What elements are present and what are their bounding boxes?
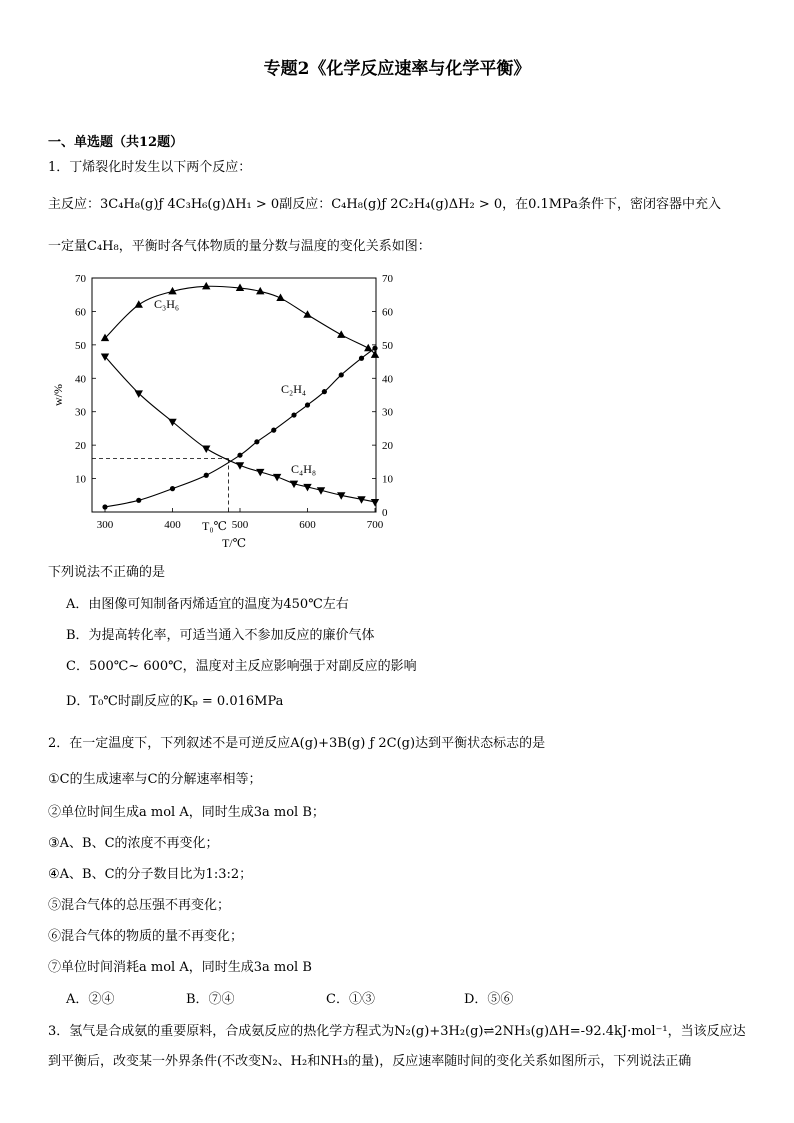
q2-option-c: C．①③ [326, 992, 375, 1007]
x-tick-label: 600 [299, 519, 316, 531]
section-heading: 一、单选题（共12题） [48, 135, 184, 150]
q3-line-1: 3．氢气是合成氨的重要原料，合成氨反应的热化学方程式为N₂(g)+3H₂(g)⇌2NH₃(g)ΔH=-92.4kJ·mol⁻¹，当该反应达 [48, 1024, 746, 1039]
point-0 [202, 282, 210, 290]
page-title: 专题2《化学反应速率与化学平衡》 [263, 59, 531, 79]
q1-option-c: C．500℃~ 600℃，温度对主反应影响强于对副反应的影响 [66, 659, 417, 674]
point-1 [291, 412, 296, 417]
x-axis-label: T/℃ [221, 536, 247, 550]
q3-line-2: 到平衡后，改变某一外界条件(不改变N₂、H₂和NH₃的量)，反应速率随时间的变化关系如图所示，下列说法正确 [48, 1054, 692, 1069]
plot-frame [92, 278, 376, 512]
q2-item-4: ④A、B、C的分子数目比为1:3:2； [48, 867, 253, 882]
q2-item-2: ②单位时间生成a mol A，同时生成3a mol B； [48, 805, 325, 820]
point-1 [372, 346, 377, 351]
y-tick-label-right: 40 [382, 373, 393, 386]
label-c2h4: C₂H₄ [281, 382, 307, 396]
y-tick-label-right: 70 [382, 273, 393, 285]
point-1 [170, 486, 175, 491]
q2-option-a: A．②④ [66, 992, 115, 1007]
label-c3h6: C₃H₆ [154, 297, 180, 311]
series-layer [101, 282, 379, 510]
y-tick-label-right: 30 [382, 406, 393, 419]
y-tick-label-right: 60 [382, 306, 393, 319]
point-1 [237, 453, 242, 458]
y-axis-label: w/% [51, 384, 65, 406]
equilibrium-chart [48, 264, 418, 554]
q2-item-1: ①C的生成速率与C的分解速率相等； [48, 772, 262, 787]
point-1 [322, 389, 327, 394]
q1-stem: 1．丁烯裂化时发生以下两个反应： [48, 160, 252, 175]
point-1 [359, 356, 364, 361]
series-line-1 [105, 348, 375, 507]
y-tick-label-right: 20 [382, 440, 393, 453]
series-line-2 [105, 357, 375, 502]
point-2 [371, 499, 379, 507]
q2-stem: 2．在一定温度下，下列叙述不是可逆反应A(g)+3B(g) ƒ 2C(g)达到平衡状态标志的是 [48, 736, 546, 751]
point-1 [305, 402, 310, 407]
x-marker-label: T₀℃ [202, 519, 227, 533]
y-tick-label-right: 50 [382, 339, 393, 352]
y-tick-label-right: 0 [382, 507, 388, 519]
point-1 [254, 439, 259, 444]
point-1 [102, 504, 107, 509]
q2-item-6: ⑥混合气体的物质的量不再变化； [48, 929, 244, 944]
y-tick-label-left: 50 [75, 339, 86, 352]
y-tick-label-left: 10 [75, 473, 86, 486]
axis-ticks [75, 273, 394, 531]
series-line-0 [105, 286, 375, 355]
q2-item-5: ⑤混合气体的总压强不再变化； [48, 898, 231, 913]
point-1 [271, 428, 276, 433]
x-tick-label: 500 [231, 519, 249, 531]
q1-prompt: 下列说法不正确的是 [48, 565, 166, 580]
point-0 [337, 330, 345, 338]
x-tick-label: 300 [96, 519, 114, 531]
q1-option-d: D．T₀℃时副反应的Kₚ = 0.016MPa [66, 694, 284, 709]
q2-option-d: D．⑤⑥ [464, 992, 514, 1007]
q1-reactions: 主反应：3C₄H₈(g)ƒ 4C₃H₆(g)ΔH₁ > 0副反应：C₄H₈(g)ƒ 2C₂H₄(g)ΔH₂ > 0，在0.1MPa条件下，密闭容器中充入 [48, 197, 722, 212]
point-2 [168, 419, 176, 427]
point-0 [303, 310, 311, 318]
q1-option-b: B．为提高转化率，可适当通入不参加反应的廉价气体 [66, 628, 375, 643]
q2-item-3: ③A、B、C的浓度不再变化； [48, 836, 219, 851]
label-c4h8: C₄H₈ [291, 462, 317, 476]
x-tick-label: 400 [164, 519, 181, 531]
point-2 [202, 445, 210, 453]
point-0 [364, 344, 372, 352]
y-tick-label-left: 20 [75, 440, 86, 453]
q1-reactions-cont: 一定量C₄H₈，平衡时各气体物质的量分数与温度的变化关系如图： [48, 239, 431, 254]
q2-option-b: B．⑦④ [186, 992, 235, 1007]
y-tick-label-left: 30 [75, 406, 86, 419]
y-tick-label-left: 60 [75, 306, 86, 319]
q2-item-7: ⑦单位时间消耗a mol A，同时生成3a mol B [48, 960, 312, 975]
point-1 [339, 372, 344, 377]
point-1 [136, 498, 141, 503]
y-tick-label-right: 10 [382, 473, 393, 486]
x-tick-label: 700 [366, 519, 384, 531]
point-0 [135, 300, 143, 308]
y-tick-label-left: 40 [75, 373, 86, 386]
q1-option-a: A．由图像可知制备丙烯适宜的温度为450℃左右 [66, 597, 349, 612]
point-1 [204, 473, 209, 478]
y-tick-label-left: 70 [75, 273, 86, 285]
